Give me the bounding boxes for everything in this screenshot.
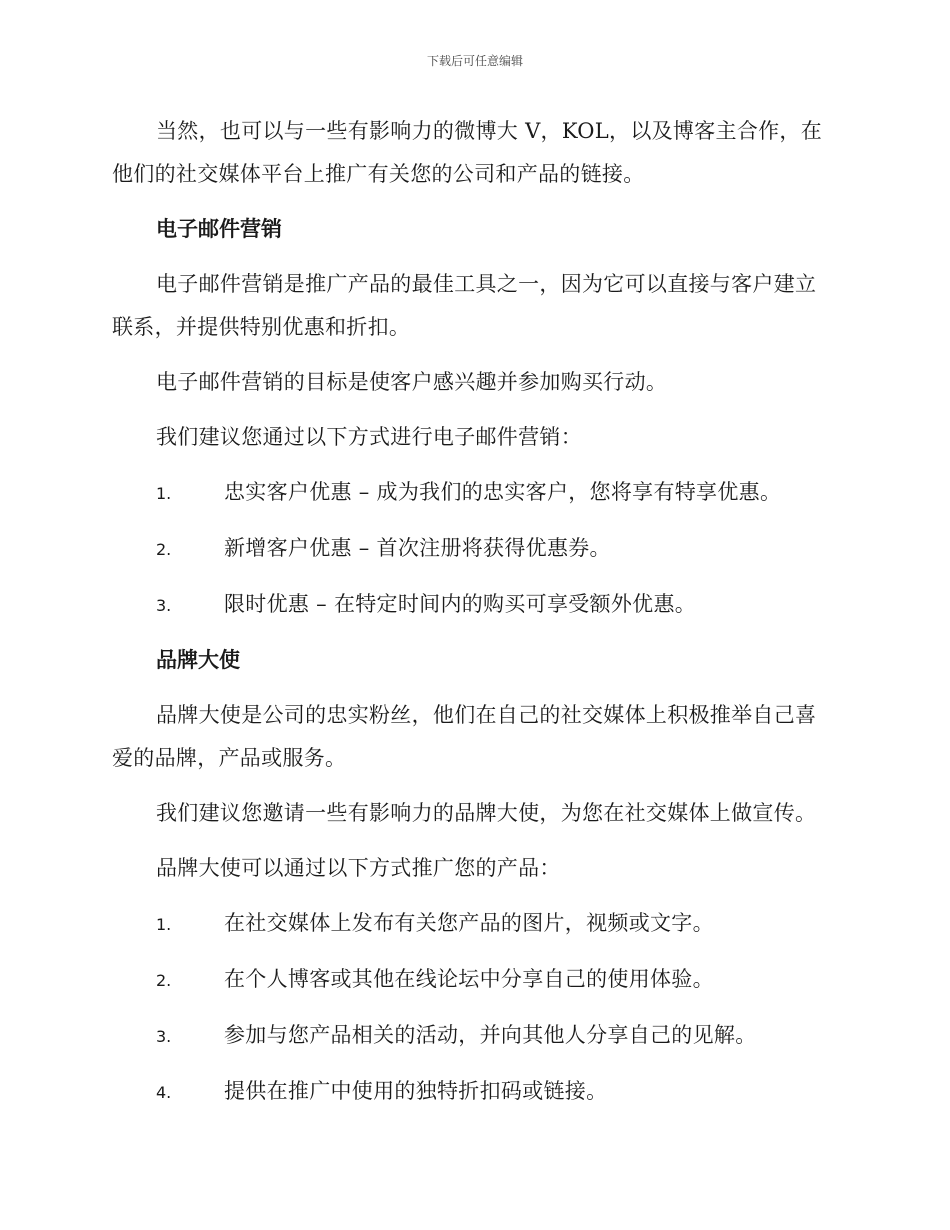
page-header: 下载后可任意编辑: [426, 54, 523, 68]
list-number: 1.: [156, 484, 172, 503]
list-item: [112, 471, 832, 515]
paragraph: 电子邮件营销的目标是使客户感兴趣并参加购买行动。: [156, 370, 668, 394]
list-item-text: 参加与您产品相关的活动，并向其他人分享自己的见解。: [224, 1023, 757, 1047]
list-item-text: 在个人博客或其他在线论坛中分享自己的使用体验。: [224, 967, 714, 991]
paragraph: 当然，也可以与一些有影响力的微博大 V，KOL，以及博客主合作，在他们的社交媒体平台上推广有关您的公司和产品的链接。: [112, 119, 823, 186]
list-item-text: 在社交媒体上发布有关您产品的图片，视频或文字。: [224, 911, 714, 935]
list-number: 2.: [156, 971, 172, 990]
list-item: [112, 527, 832, 571]
list-item: [112, 902, 832, 946]
section-heading-brand-ambassador: 品牌大使: [156, 648, 240, 672]
brand-ambassador-list: [112, 902, 832, 1114]
email-marketing-list: [112, 471, 832, 627]
paragraph: 品牌大使可以通过以下方式推广您的产品：: [156, 856, 561, 880]
list-number: 4.: [156, 1083, 172, 1102]
list-item: [112, 1070, 832, 1114]
list-item-text: 忠实客户优惠 – 成为我们的忠实客户，您将享有特享优惠。: [224, 480, 782, 504]
list-item: [112, 958, 832, 1002]
list-item-text: 限时优惠 – 在特定时间内的购买可享受额外优惠。: [224, 592, 697, 616]
paragraph: 品牌大使是公司的忠实粉丝，他们在自己的社交媒体上积极推举自己喜爱的品牌，产品或服务。: [112, 703, 817, 770]
list-number: 2.: [156, 540, 172, 559]
paragraph: 电子邮件营销是推广产品的最佳工具之一，因为它可以直接与客户建立联系，并提供特别优惠和折扣。: [112, 272, 817, 339]
section-heading-email-marketing: 电子邮件营销: [156, 217, 282, 241]
list-number: 3.: [156, 596, 172, 615]
list-item-text: 新增客户优惠 – 首次注册将获得优惠券。: [224, 536, 611, 560]
list-number: 3.: [156, 1027, 172, 1046]
paragraph: 我们建议您邀请一些有影响力的品牌大使，为您在社交媒体上做宣传。: [156, 801, 817, 825]
list-number: 1.: [156, 915, 172, 934]
list-item-text: 提供在推广中使用的独特折扣码或链接。: [224, 1079, 608, 1103]
list-item: [112, 583, 832, 627]
document-body: [112, 110, 832, 1126]
paragraph: 我们建议您通过以下方式进行电子邮件营销：: [156, 425, 582, 449]
list-item: [112, 1014, 832, 1058]
